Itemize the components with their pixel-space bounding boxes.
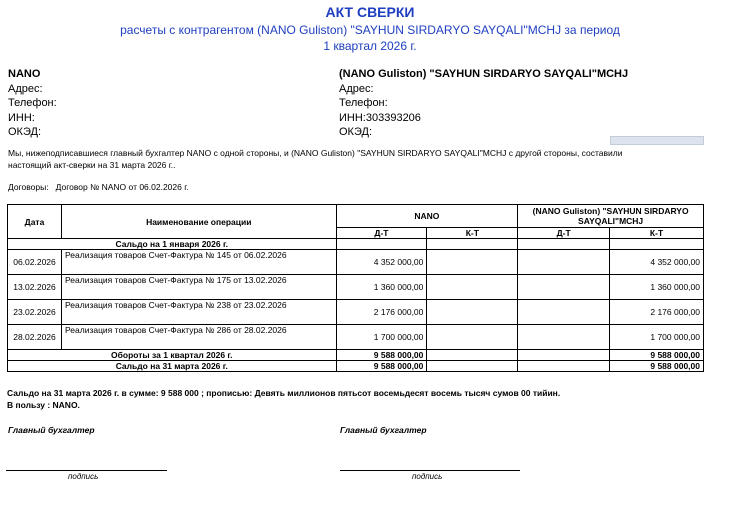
row-party2-credit: 1 700 000,00 [610,325,704,350]
left-party-block [8,67,57,140]
header-operation: Наименование операции [61,205,336,239]
summary-balance: Сальдо на 31 марта 2026 г. в сумме: 9 588 000 ; прописью: Девять миллионов пятьсот восемьдесят восемь тысяч сумов 00 тийин. [7,388,561,398]
right-signature-caption: подпись [412,472,443,481]
table-row [8,275,704,300]
table-row [8,325,704,350]
left-party-phone-label: Телефон: [8,97,57,109]
selected-cell-highlight [610,136,704,145]
header-party2: (NANO Guliston) "SAYHUN SIRDARYO SAYQALI"MCHJ [518,205,704,228]
header-party1-credit: К-Т [427,228,518,239]
right-signature-line [340,470,520,471]
closing-party1-credit [427,361,518,372]
row-party2-debit [518,250,610,275]
turnover-row [8,350,704,361]
row-party1-credit [427,275,518,300]
header-party2-credit: К-Т [610,228,704,239]
row-party1-credit [427,250,518,275]
summary-in-favor: В пользу : NANO. [7,400,80,410]
intro-text [8,147,623,171]
right-party-phone-label: Телефон: [339,97,388,109]
right-signature-title: Главный бухгалтер [340,425,427,435]
header-date: Дата [8,205,62,239]
right-party-inn-row [339,111,628,126]
row-description: Реализация товаров Счет-Фактура № 145 от 06.02.2026 [61,250,336,275]
right-party-address-label: Адрес: [339,82,374,95]
document-title: АКТ СВЕРКИ [325,4,415,20]
row-party1-credit [427,325,518,350]
table-header-row [8,205,704,228]
left-party-address-label: Адрес: [8,82,43,95]
row-party2-debit [518,275,610,300]
opening-balance-row [8,239,704,250]
reconciliation-table [7,204,704,372]
row-party1-debit: 2 176 000,00 [336,300,427,325]
right-party-name: (NANO Guliston) "SAYHUN SIRDARYO SAYQALI"MCHJ [339,68,629,80]
intro-line-1: Мы, нижеподписавшиеся главный бухгалтер NANO с одной стороны, и (NANO Guliston) "SAYHUN SIRDARYO SAYQALI"MCHJ с другой стороны, составили [8,148,623,158]
left-signature-caption: подпись [68,472,99,481]
row-date: 06.02.2026 [8,250,62,275]
opening-d1 [336,239,427,250]
left-signature-title: Главный бухгалтер [8,425,95,435]
row-party2-credit: 1 360 000,00 [610,275,704,300]
closing-balance-label: Сальдо на 31 марта 2026 г. [8,361,337,372]
table-row [8,300,704,325]
intro-line-2: настоящий акт-сверки на 31 марта 2026 г.. [8,160,176,170]
row-description: Реализация товаров Счет-Фактура № 175 от 13.02.2026 [61,275,336,300]
row-party2-debit [518,325,610,350]
turnover-party2-credit: 9 588 000,00 [610,350,704,361]
contracts-label: Договоры: [8,182,49,192]
contracts-value: Договор № NANO от 06.02.2026 г. [55,182,189,192]
turnover-party1-credit [427,350,518,361]
row-party1-debit: 4 352 000,00 [336,250,427,275]
row-party1-debit: 1 360 000,00 [336,275,427,300]
turnover-label: Обороты за 1 квартал 2026 г. [8,350,337,361]
right-party-inn-value: 303393206 [365,111,421,124]
row-party1-debit: 1 700 000,00 [336,325,427,350]
turnover-party2-debit [518,350,610,361]
turnover-party1-debit: 9 588 000,00 [336,350,427,361]
header-party1-debit: Д-Т [336,228,427,239]
row-party1-credit [427,300,518,325]
opening-k2 [610,239,704,250]
row-date: 23.02.2026 [8,300,62,325]
opening-balance-label: Сальдо на 1 января 2026 г. [8,239,337,250]
header-party2-debit: Д-Т [518,228,610,239]
document-subtitle: расчеты с контрагентом (NANO Guliston) "SAYHUN SIRDARYO SAYQALI"MCHJ за период [120,23,620,37]
row-description: Реализация товаров Счет-Фактура № 286 от 28.02.2026 [61,325,336,350]
table-row [8,250,704,275]
closing-party2-credit: 9 588 000,00 [610,361,704,372]
row-party2-credit: 2 176 000,00 [610,300,704,325]
left-party-okzd-label: ОКЭД: [8,126,42,138]
header-party1: NANO [336,205,518,228]
row-party2-debit [518,300,610,325]
closing-balance-row [8,361,704,372]
closing-party2-debit [518,361,610,372]
row-party2-credit: 4 352 000,00 [610,250,704,275]
right-party-inn-label: ИНН: [339,111,366,124]
left-party-inn-label: ИНН: [8,111,35,124]
row-description: Реализация товаров Счет-Фактура № 238 от 23.02.2026 [61,300,336,325]
row-date: 28.02.2026 [8,325,62,350]
opening-d2 [518,239,610,250]
opening-k1 [427,239,518,250]
row-date: 13.02.2026 [8,275,62,300]
left-party-name: NANO [8,68,41,80]
closing-party1-debit: 9 588 000,00 [336,361,427,372]
right-party-okzd-label: ОКЭД: [339,126,373,138]
left-signature-line [6,470,167,471]
document-period: 1 квартал 2026 г. [323,39,417,53]
right-party-block [339,67,628,140]
contracts-line [8,181,189,193]
